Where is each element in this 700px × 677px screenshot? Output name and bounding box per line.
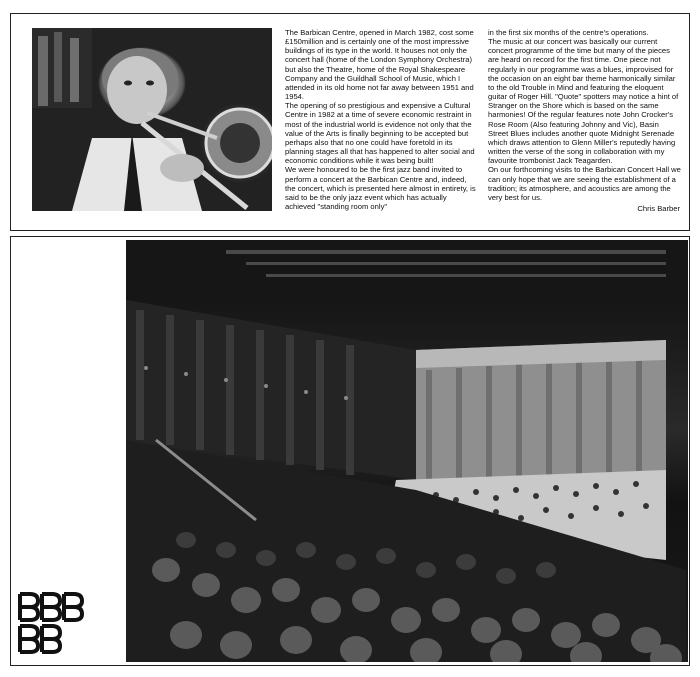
trombonist-photo bbox=[32, 28, 272, 211]
barbican-logo bbox=[16, 590, 86, 656]
article-column-2 bbox=[488, 28, 681, 202]
paragraph: We were honoured to be the first jazz band invited to perform a concert at the Barbican Centre and, indeed, the concert, which is presented here almost in entirety, is said to be the only jazz event which has actually achieved "standing room only" bbox=[285, 165, 476, 211]
concert-hall-photo bbox=[126, 240, 688, 662]
article-column-1 bbox=[285, 28, 478, 211]
paragraph: in the first six months of the centre's operations. bbox=[488, 28, 649, 37]
paragraph: The music at our concert was basically our current concert programme of the time but many of the pieces are heard on record for the first time. One piece not regularly in our programme was a blues, improvised for the occasion on an eight bar theme harmonically similar to the old Trouble in Mind and featuring the eloquent guitar of Roger Hill. "Quote" spotters may notice a hint of Stranger on the Shore which is based on the same harmonies! Of the regular features note John Crocker's Rose Room (Also featuring Johnny and Vic), Basin Street Blues includes another quote Midnight Serenade which draws attention to Glenn Miller's reputedly having written the verse of the song in collaboration with my favourite trombonist Jack Teagarden. bbox=[488, 37, 679, 166]
author-signature: Chris Barber bbox=[637, 204, 680, 213]
article-text bbox=[285, 28, 680, 218]
paragraph: The opening of so prestigious and expensive a Cultural Centre in 1982 at a time of severe economic restraint in most of the industrial world is evidence not only that the value of the Arts is finally beginning to be accepted but perhaps also that no one could have foretold in its planning stages all that has happened to alter social and economic conditions while it was being built! bbox=[285, 101, 475, 166]
paragraph: The Barbican Centre, opened in March 1982, cost some £150million and is certainly one of the most impressive buildings of its type in the world. It houses not only the concert hall (home of the London Symphony Orchestra) but also the Theatre, home of the Royal Shakespeare Company and the Guildhall School of Music, which I attended in its old home not far away between 1951 and 1954. bbox=[285, 28, 474, 102]
paragraph: On our forthcoming visits to the Barbican Concert Hall we can only hope that we are seeing the establishment of a tradition; its atmosphere, and acoustics are among the very best for us. bbox=[488, 165, 681, 202]
